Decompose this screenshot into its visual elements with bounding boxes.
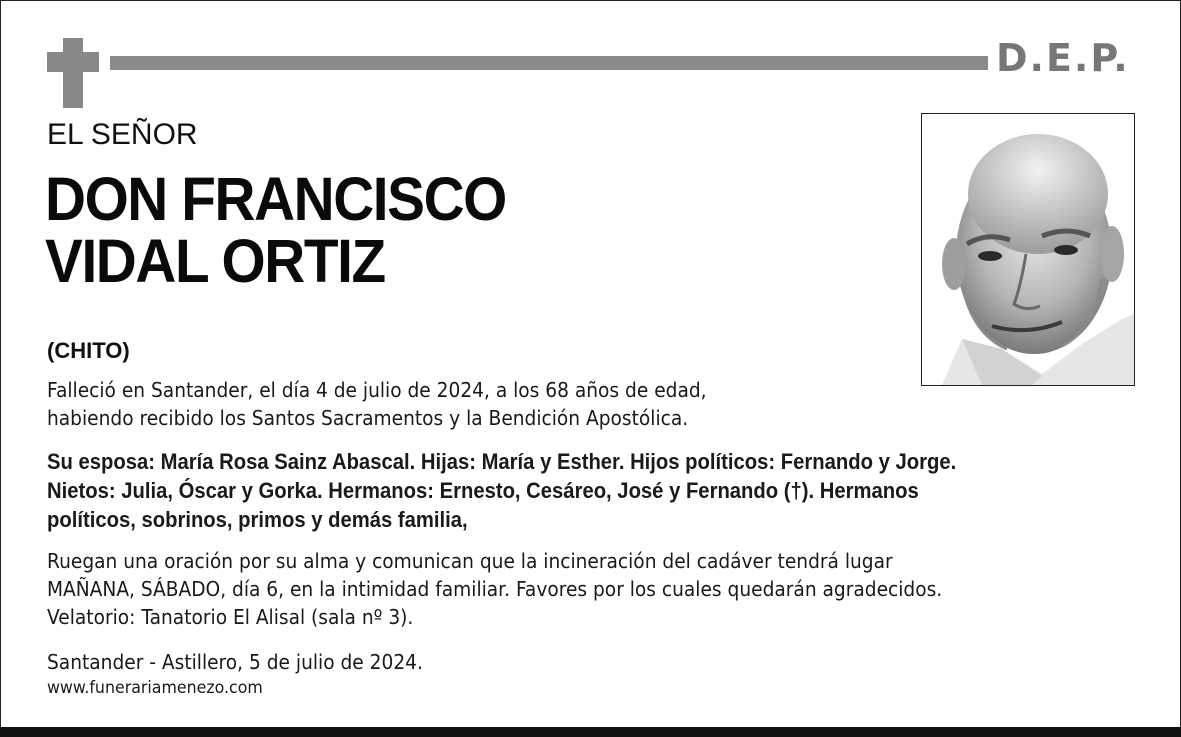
honorific: EL SEÑOR	[47, 118, 198, 151]
bottom-border	[0, 727, 1181, 737]
request-paragraph	[47, 547, 942, 631]
death-paragraph	[47, 376, 707, 432]
header-rule	[110, 56, 988, 70]
place-date: Santander - Astillero, 5 de julio de 2024.	[47, 650, 423, 674]
deceased-name	[45, 165, 506, 295]
funeral-home-website: www.funerariamenezo.com	[47, 678, 263, 698]
family-line-3: políticos, sobrinos, primos y demás familia,	[47, 507, 468, 532]
family-line-2: Nietos: Julia, Óscar y Gorka. Hermanos: Ernesto, Cesáreo, José y Fernando (†). Hermanos	[47, 478, 919, 503]
request-line-1: Ruegan una oración por su alma y comunican que la incineración del cadáver tendrá lugar	[47, 549, 893, 573]
name-line-1: DON FRANCISCO	[45, 165, 506, 233]
death-line-2: habiendo recibido los Santos Sacramentos y la Bendición Apostólica.	[47, 406, 689, 430]
name-line-2: VIDAL ORTIZ	[45, 227, 385, 295]
death-line-1: Falleció en Santander, el día 4 de julio de 2024, a los 68 años de edad,	[47, 378, 707, 402]
request-line-3: Velatorio: Tanatorio El Alisal (sala nº 3).	[47, 605, 414, 629]
family-line-1: Su esposa: María Rosa Sainz Abascal. Hijas: María y Esther. Hijos políticos: Fernando y Jorge.	[47, 449, 957, 474]
dep-label: D.E.P.	[996, 36, 1130, 80]
request-line-2: MAÑANA, SÁBADO, día 6, en la intimidad familiar. Favores por los cuales quedarán agradecidos.	[47, 577, 943, 601]
nickname: (CHITO)	[47, 338, 130, 363]
family-paragraph	[47, 447, 956, 534]
portrait-photo	[921, 113, 1135, 386]
